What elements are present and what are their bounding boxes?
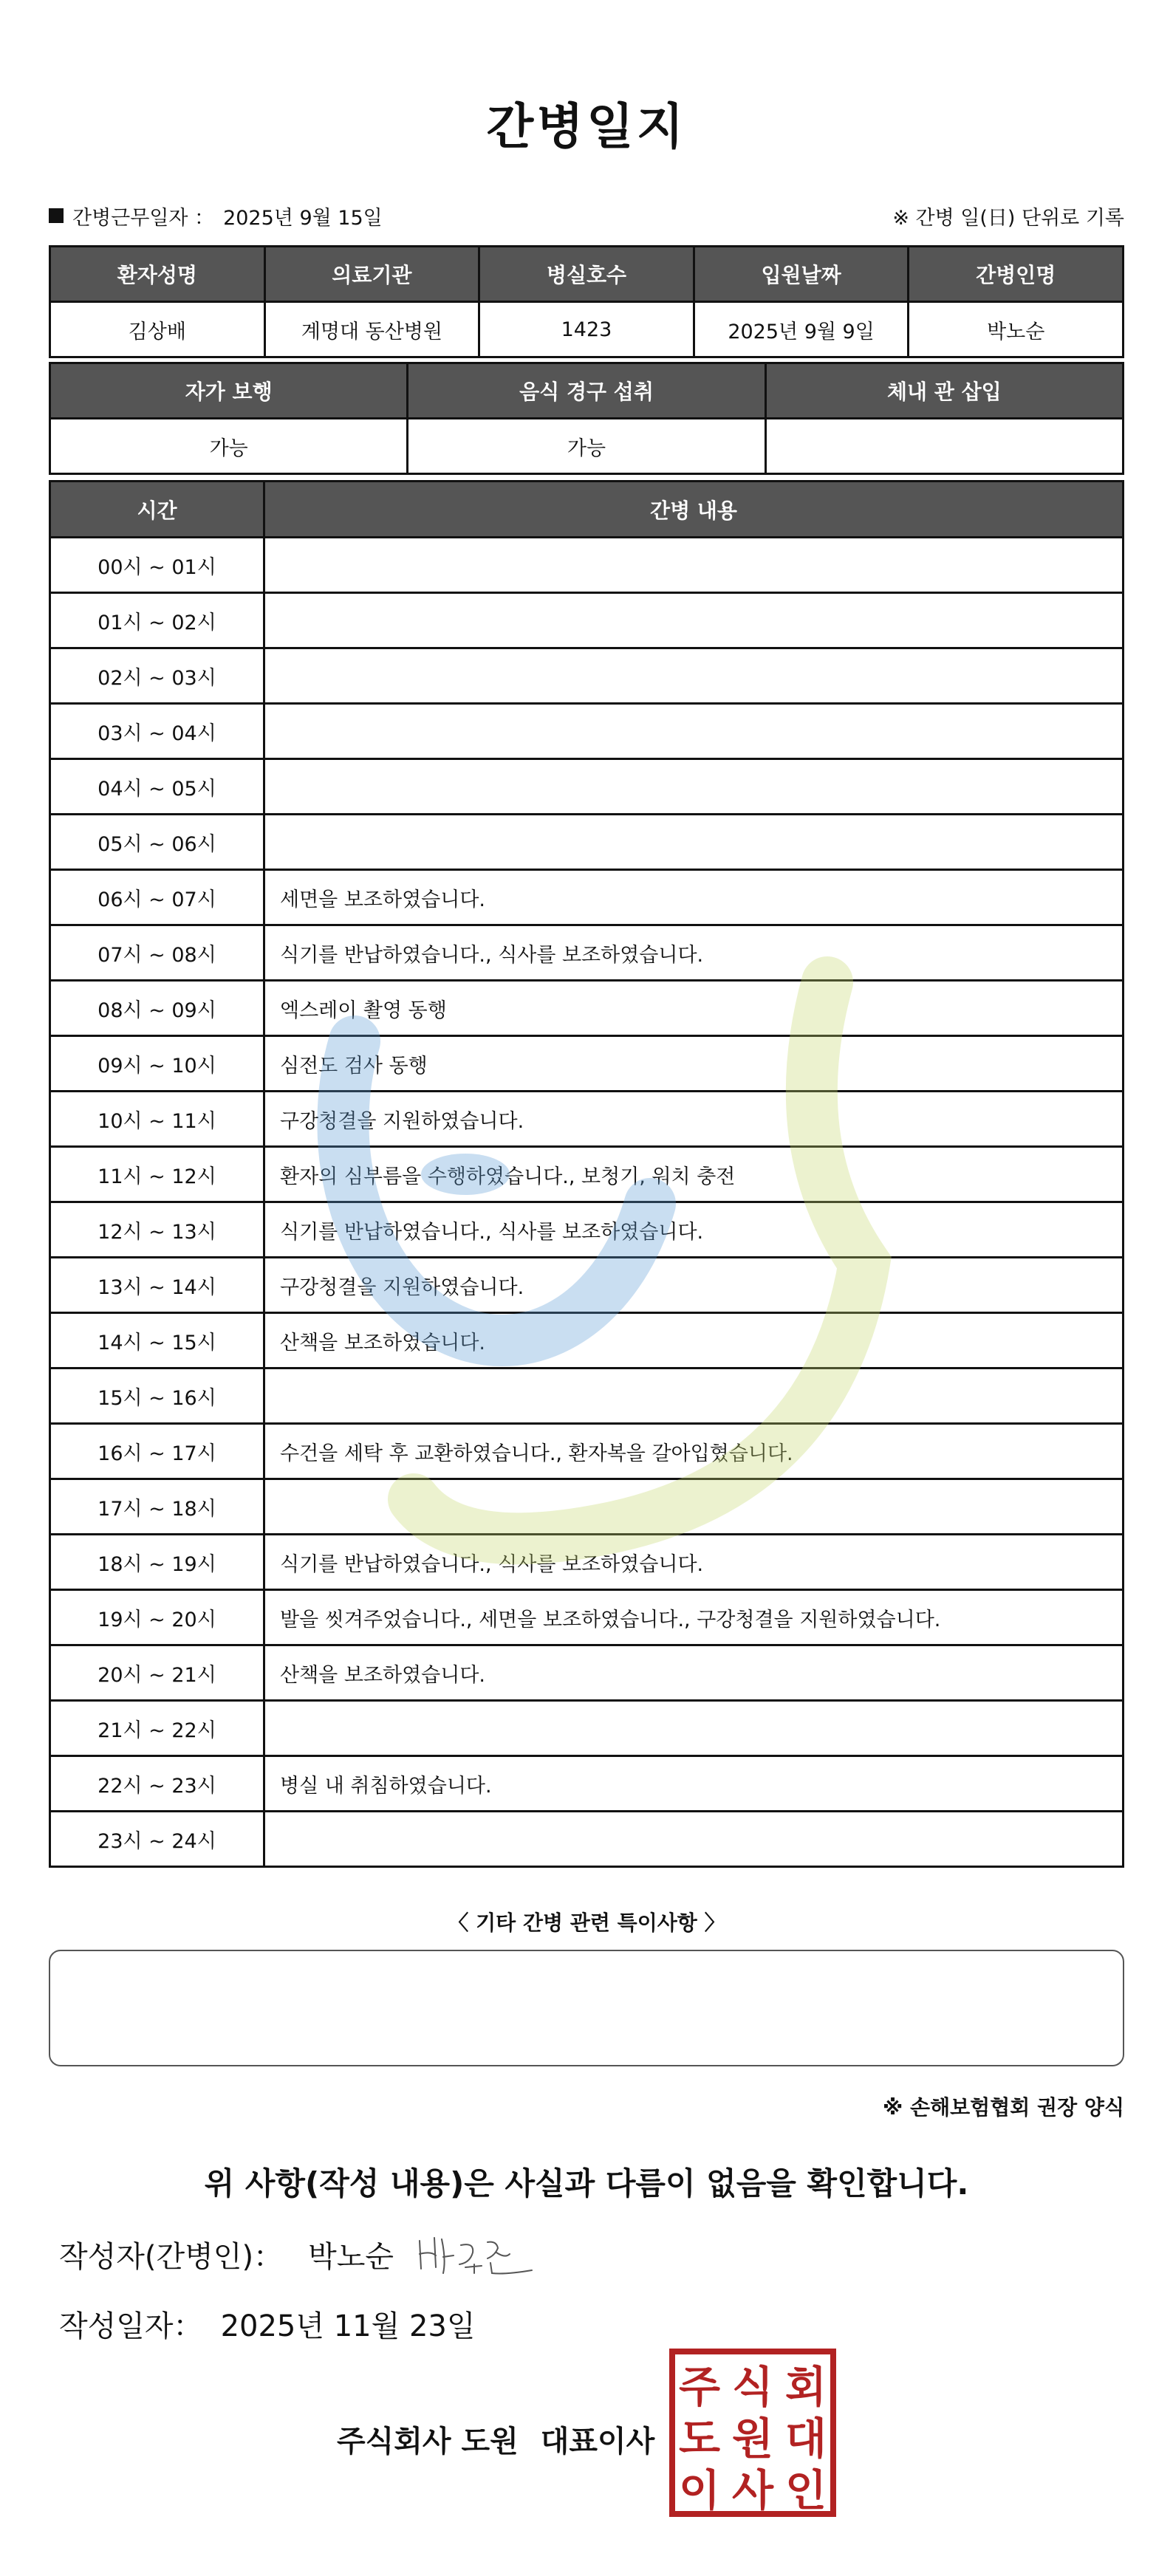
log-row — [50, 1313, 1124, 1368]
log-time-cell: 16시 ~ 17시 — [50, 1424, 264, 1479]
log-row — [50, 925, 1124, 981]
log-time-cell: 06시 ~ 07시 — [50, 870, 264, 925]
work-date-label: 간병근무일자 ： — [72, 206, 215, 230]
log-time-cell: 00시 ~ 01시 — [50, 538, 264, 593]
header-admission-date: 입원날짜 — [694, 247, 909, 302]
patient-name: 김상배 — [50, 302, 265, 357]
log-time-cell: 15시 ~ 16시 — [50, 1368, 264, 1424]
status-header-row — [50, 363, 1124, 419]
log-row — [50, 1701, 1124, 1756]
log-time-cell: 23시 ~ 24시 — [50, 1812, 264, 1867]
header-room-number: 병실호수 — [479, 247, 694, 302]
log-content-cell: 병실 내 취침하였습니다. — [264, 1756, 1124, 1812]
header-care-content: 간병 내용 — [264, 482, 1124, 538]
log-time-cell: 21시 ~ 22시 — [50, 1701, 264, 1756]
log-time-cell: 17시 ~ 18시 — [50, 1479, 264, 1535]
work-date-group — [49, 202, 383, 230]
self-walking-value: 가능 — [50, 419, 408, 474]
log-row — [50, 538, 1124, 593]
written-date-line — [59, 2303, 476, 2345]
log-row — [50, 759, 1124, 815]
log-content-cell — [264, 648, 1124, 704]
log-time-cell: 05시 ~ 06시 — [50, 815, 264, 870]
svg-text:사: 사 — [731, 2465, 774, 2515]
header-self-walking: 자가 보행 — [50, 363, 408, 419]
log-row — [50, 1645, 1124, 1701]
log-content-cell — [264, 1701, 1124, 1756]
log-row — [50, 1092, 1124, 1147]
log-content-cell — [264, 704, 1124, 759]
log-content-cell: 구강청결을 지원하였습니다. — [264, 1092, 1124, 1147]
unit-note: ※ 간병 일(日) 단위로 기록 — [892, 206, 1124, 230]
company-seal — [669, 2349, 836, 2517]
written-date-value: 2025년 11월 23일 — [220, 2309, 476, 2343]
log-time-cell: 09시 ~ 10시 — [50, 1036, 264, 1092]
log-content-cell — [264, 593, 1124, 648]
writer-line — [59, 2233, 394, 2275]
log-row — [50, 1479, 1124, 1535]
svg-text:회: 회 — [784, 2362, 827, 2412]
oral-intake-value: 가능 — [408, 419, 765, 474]
log-time-cell: 12시 ~ 13시 — [50, 1202, 264, 1258]
log-content-cell — [264, 815, 1124, 870]
log-content-cell: 산책을 보조하였습니다. — [264, 1313, 1124, 1368]
header-hospital: 의료기관 — [264, 247, 479, 302]
log-row — [50, 870, 1124, 925]
caregiver-name: 박노순 — [909, 302, 1124, 357]
svg-text:대: 대 — [784, 2414, 827, 2464]
log-row — [50, 1756, 1124, 1812]
svg-text:인: 인 — [784, 2465, 827, 2515]
log-body — [50, 538, 1124, 1867]
log-time-cell: 04시 ~ 05시 — [50, 759, 264, 815]
svg-text:도: 도 — [678, 2414, 721, 2464]
log-time-cell: 13시 ~ 14시 — [50, 1258, 264, 1313]
form-note: ※ 손해보험협회 권장 양식 — [883, 2095, 1124, 2120]
log-content-cell: 식기를 반납하였습니다., 식사를 보조하였습니다. — [264, 1202, 1124, 1258]
log-time-cell: 10시 ~ 11시 — [50, 1092, 264, 1147]
log-time-cell: 02시 ~ 03시 — [50, 648, 264, 704]
svg-text:식: 식 — [731, 2362, 774, 2412]
black-square-icon — [49, 208, 64, 223]
log-row — [50, 704, 1124, 759]
header-tube-insertion: 체내 관 삽입 — [765, 363, 1123, 419]
hospital-name: 계명대 동산병원 — [264, 302, 479, 357]
writer-label: 작성자(간병인)： — [59, 2240, 284, 2274]
log-content-cell: 환자의 심부름을 수행하였습니다., 보청기, 워치 충전 — [264, 1147, 1124, 1202]
log-row — [50, 648, 1124, 704]
header-patient-name: 환자성명 — [50, 247, 265, 302]
tube-insertion-value — [765, 419, 1123, 474]
svg-text:원: 원 — [731, 2414, 774, 2464]
log-row — [50, 1202, 1124, 1258]
log-content-cell: 수건을 세탁 후 교환하였습니다., 환자복을 갈아입혔습니다. — [264, 1424, 1124, 1479]
company-name: 주식회사 도원 — [337, 2425, 519, 2459]
handwritten-signature — [414, 2230, 539, 2282]
log-time-cell: 18시 ~ 19시 — [50, 1535, 264, 1590]
log-content-cell: 엑스레이 촬영 동행 — [264, 981, 1124, 1036]
header-time: 시간 — [50, 482, 264, 538]
log-content-cell — [264, 1368, 1124, 1424]
log-content-cell: 산책을 보조하였습니다. — [264, 1645, 1124, 1701]
log-row — [50, 815, 1124, 870]
status-value-row — [50, 419, 1124, 474]
notes-title: 〈 기타 간병 관련 특이사항 〉 — [448, 1911, 725, 1935]
log-content-cell — [264, 759, 1124, 815]
company-representative: 대표이사 — [540, 2425, 655, 2459]
log-row — [50, 1147, 1124, 1202]
info-header-row — [50, 247, 1124, 302]
company-line — [337, 2418, 654, 2460]
log-row — [50, 1535, 1124, 1590]
log-content-cell: 구강청결을 지원하였습니다. — [264, 1258, 1124, 1313]
log-header-row — [50, 482, 1124, 538]
log-time-cell: 19시 ~ 20시 — [50, 1590, 264, 1645]
header-oral-intake: 음식 경구 섭취 — [408, 363, 765, 419]
log-row — [50, 1036, 1124, 1092]
patient-info-table — [49, 245, 1124, 358]
room-number: 1423 — [479, 302, 694, 357]
log-time-cell: 07시 ~ 08시 — [50, 925, 264, 981]
log-time-cell: 14시 ~ 15시 — [50, 1313, 264, 1368]
log-row — [50, 1590, 1124, 1645]
svg-text:주: 주 — [678, 2362, 721, 2412]
log-time-cell: 08시 ~ 09시 — [50, 981, 264, 1036]
log-row — [50, 1812, 1124, 1867]
svg-text:이: 이 — [678, 2465, 721, 2515]
work-date-row — [49, 201, 1124, 230]
log-content-cell: 식기를 반납하였습니다., 식사를 보조하였습니다. — [264, 1535, 1124, 1590]
written-date-label: 작성일자： — [59, 2309, 203, 2343]
log-content-cell: 식기를 반납하였습니다., 식사를 보조하였습니다. — [264, 925, 1124, 981]
log-row — [50, 981, 1124, 1036]
work-date-value: 2025년 9월 15일 — [223, 206, 383, 230]
log-time-cell: 22시 ~ 23시 — [50, 1756, 264, 1812]
log-content-cell — [264, 1812, 1124, 1867]
confirmation-statement: 위 사항(작성 내용)은 사실과 다름이 없음을 확인합니다. — [204, 2165, 969, 2202]
log-content-cell: 세면을 보조하였습니다. — [264, 870, 1124, 925]
log-content-cell — [264, 538, 1124, 593]
writer-name: 박노순 — [308, 2240, 394, 2274]
log-row — [50, 1368, 1124, 1424]
log-row — [50, 1258, 1124, 1313]
info-value-row — [50, 302, 1124, 357]
log-time-cell: 01시 ~ 02시 — [50, 593, 264, 648]
admission-date: 2025년 9월 9일 — [694, 302, 909, 357]
special-notes-box — [49, 1950, 1124, 2066]
hourly-care-log-table — [49, 480, 1124, 1868]
patient-status-table — [49, 362, 1124, 475]
document-title: 간병일지 — [486, 98, 687, 155]
log-time-cell: 20시 ~ 21시 — [50, 1645, 264, 1701]
log-content-cell: 심전도 검사 동행 — [264, 1036, 1124, 1092]
log-row — [50, 1424, 1124, 1479]
log-time-cell: 03시 ~ 04시 — [50, 704, 264, 759]
log-time-cell: 11시 ~ 12시 — [50, 1147, 264, 1202]
log-row — [50, 593, 1124, 648]
log-content-cell: 발을 씻겨주었습니다., 세면을 보조하였습니다., 구강청결을 지원하였습니다. — [264, 1590, 1124, 1645]
header-caregiver-name: 간병인명 — [909, 247, 1124, 302]
log-content-cell — [264, 1479, 1124, 1535]
